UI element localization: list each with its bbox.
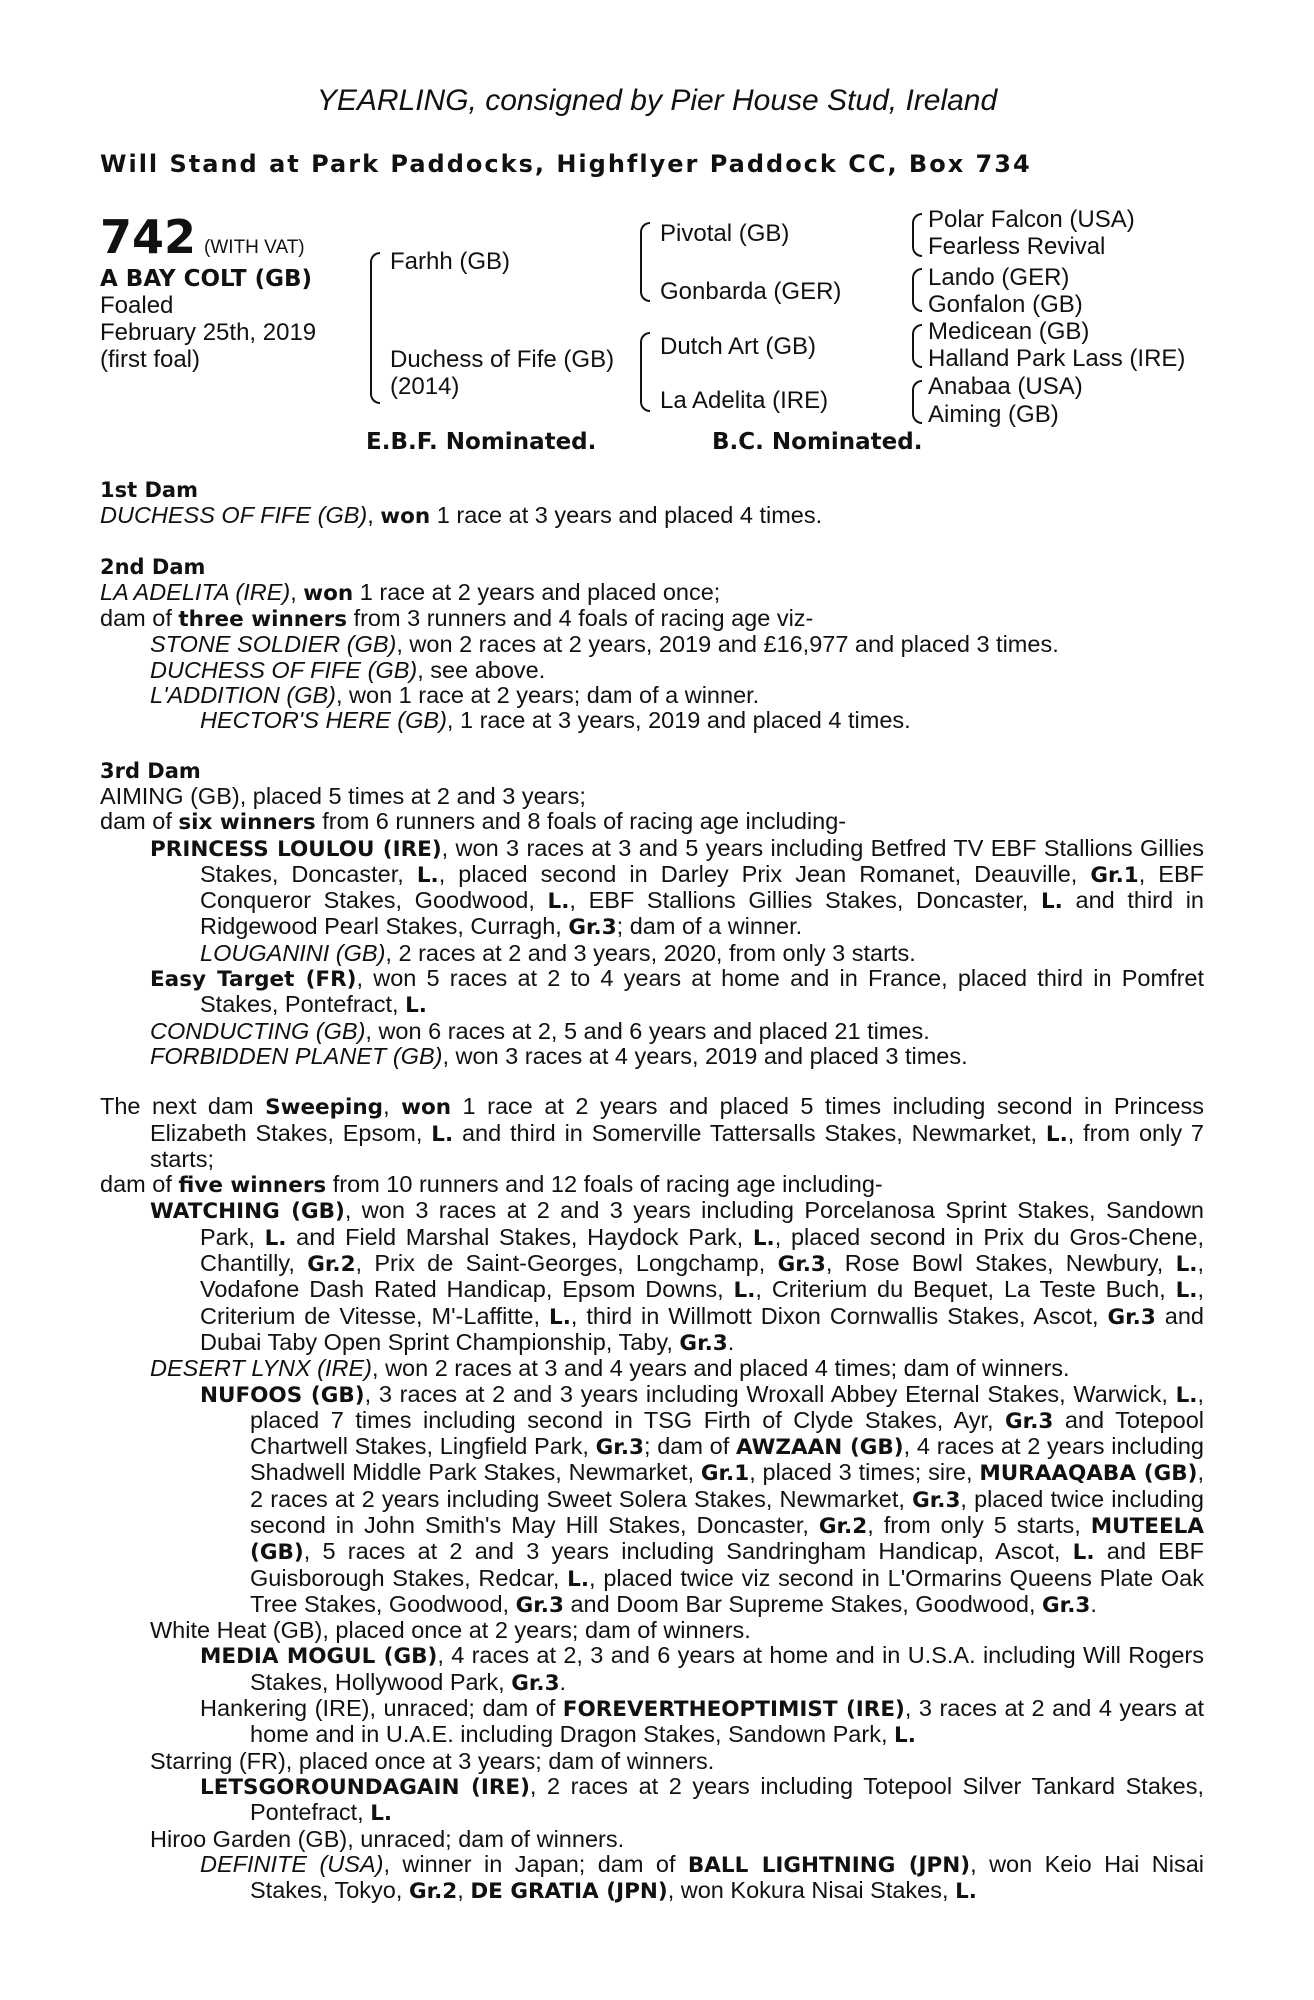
list-item: LOUGANINI (GB), 2 races at 2 and 3 years, 2020, from only 3 starts.: [200, 939, 916, 966]
vat-note: (WITH VAT): [204, 237, 305, 258]
list-item: Hiroo Garden (GB), unraced; dam of winners.: [150, 1825, 625, 1852]
lot-number-block: [100, 210, 305, 264]
pedigree-dsd: Halland Park Lass (IRE): [928, 345, 1186, 372]
foaled-date: February 25th, 2019: [100, 319, 317, 346]
pedigree-sdd: Gonfalon (GB): [928, 291, 1083, 318]
pedigree-brace-main: [370, 252, 380, 404]
list-item: White Heat (GB), placed once at 2 years; dam of winners.: [150, 1617, 751, 1644]
pedigree-dds: Anabaa (USA): [928, 373, 1083, 400]
pedigree-sire-sire: Pivotal (GB): [660, 220, 790, 247]
second-dam-heading: 2nd Dam: [100, 554, 206, 579]
first-dam-name: DUCHESS OF FIFE (GB): [100, 502, 368, 529]
pedigree-ddd: Aiming (GB): [928, 401, 1059, 428]
stand-location: Will Stand at Park Paddocks, Highflyer Paddock CC, Box 734: [100, 150, 1032, 178]
pedigree-dam: Duchess of Fife (GB): [390, 346, 615, 373]
page-title: YEARLING, consigned by Pier House Stud, Ireland: [316, 84, 998, 117]
pedigree-dss: Medicean (GB): [928, 318, 1090, 345]
foal-note: (first foal): [100, 346, 201, 373]
third-dam-heading: 3rd Dam: [100, 758, 201, 783]
pedigree-brace-dd: [912, 380, 922, 424]
list-item: DEFINITE (USA), winner in Japan; dam of BALL LIGHTNING (JPN), won Keio Hai Nisai Stakes, Tokyo, Gr.2, DE GRATIA (JPN), won Kokura Nisai Stakes, L.: [200, 1850, 1204, 1905]
list-item: NUFOOS (GB), 3 races at 2 and 3 years including Wroxall Abbey Eternal Stakes, Warwick, L., placed 7 times including second in TSG Firth of Clyde Stakes, Ayr, Gr.3 and Totepool Chartwell Stakes, Lingfield Park, Gr.3; dam of AWZAAN (GB), 4 races at 2 years including Shadwell Middle Park Stakes, Newmarket, Gr.1, placed 3 times; sire, MURAAQABA (GB), 2 races at 2 years including Sweet Solera Stakes, Newmarket, Gr.3, placed twice including second in John Smith's May Hill Stakes, Doncaster, Gr.2, from only 5 starts, MUTEELA (GB), 5 races at 2 and 3 years including Sandringham Handicap, Ascot, L. and EBF Guisborough Stakes, Redcar, L., placed twice viz second in L'Ormarins Queens Plate Oak Tree Stakes, Goodwood, Gr.3 and Doom Bar Supreme Stakes, Goodwood, Gr.3.: [200, 1380, 1205, 1618]
list-item: Hankering (IRE), unraced; dam of FOREVERTHEOPTIMIST (IRE), 3 races at 2 and 4 years at home and in U.A.E. including Dragon Stakes, Sandown Park, L.: [200, 1695, 1204, 1749]
first-dam-section: 1st Dam DUCHESS OF FIFE (GB), won 1 race at 3 years and placed 4 times.: [100, 478, 1204, 530]
pedigree-brace-ss: [912, 213, 922, 257]
list-item: LETSGOROUNDAGAIN (IRE), 2 races at 2 years including Totepool Silver Tankard Stakes, Pontefract, L.: [200, 1772, 1204, 1827]
list-item: Starring (FR), placed once at 3 years; dam of winners.: [150, 1747, 715, 1774]
pedigree-brace-sd: [912, 268, 922, 312]
first-dam-heading: 1st Dam: [100, 478, 198, 502]
list-item: MEDIA MOGUL (GB), 4 races at 2, 3 and 6 years at home and in U.S.A. including Will Rogers Stakes, Hollywood Park, Gr.3.: [200, 1642, 1205, 1696]
bc-nominated: B.C. Nominated.: [712, 429, 923, 455]
list-item: WATCHING (GB), won 3 races at 2 and 3 years including Porcelanosa Sprint Stakes, Sandown Park, L. and Field Marshal Stakes, Haydock Park, L., placed second in Prix du Gros-Chene, Chantilly, Gr.2, Prix de Saint-Georges, Longchamp, Gr.3, Rose Bowl Stakes, Newbury, L., Vodafone Dash Rated Handicap, Epsom Downs, L., Criterium du Bequet, La Teste Buch, L., Criterium de Vitesse, M'-Laffitte, L., third in Willmott Dixon Cornwallis Stakes, Ascot, Gr.3 and Dubai Taby Open Sprint Championship, Taby, Gr.3.: [150, 1197, 1205, 1356]
list-item: FORBIDDEN PLANET (GB), won 3 races at 4 years, 2019 and placed 3 times.: [150, 1042, 968, 1069]
pedigree-sss: Polar Falcon (USA): [928, 206, 1135, 233]
list-item: STONE SOLDIER (GB), won 2 races at 2 years, 2019 and £16,977 and placed 3 times.: [150, 631, 1059, 658]
list-item: DESERT LYNX (IRE), won 2 races at 3 and 4 years and placed 4 times; dam of winners.: [150, 1355, 1070, 1382]
pedigree-brace-sire: [640, 222, 650, 302]
pedigree-dam-sire: Dutch Art (GB): [660, 333, 817, 360]
list-item: DUCHESS OF FIFE (GB), see above.: [150, 656, 546, 683]
lot-name: A BAY COLT (GB): [100, 266, 313, 292]
pedigree-brace-ds: [912, 324, 922, 368]
pedigree-ssd: Fearless Revival: [928, 233, 1106, 260]
catalogue-body: [100, 478, 1204, 1929]
list-item: CONDUCTING (GB), won 6 races at 2, 5 and 6 years and placed 21 times.: [150, 1017, 930, 1044]
ebf-nominated: E.B.F. Nominated.: [366, 429, 597, 455]
pedigree-dam-dam: La Adelita (IRE): [660, 387, 829, 414]
pedigree-dam-year: (2014): [390, 373, 460, 400]
pedigree-sire: Farhh (GB): [390, 248, 511, 275]
list-item: HECTOR'S HERE (GB), 1 race at 3 years, 2019 and placed 4 times.: [200, 707, 911, 734]
pedigree-sire-dam: Gonbarda (GER): [660, 278, 842, 305]
second-dam-name: LA ADELITA (IRE): [100, 578, 291, 605]
list-item: Easy Target (FR), won 5 races at 2 to 4 years at home and in France, placed third in Pomfret Stakes, Pontefract, L.: [150, 965, 1204, 1019]
pedigree-sds: Lando (GER): [928, 264, 1070, 291]
third-dam-section: 3rd Dam AIMING (GB), placed 5 times at 2 and 3 years; dam of six winners from 6 runners and 8 foals of racing age including- PRINCESS LOULOU (IRE), won 3 races at 3 and 5 years including Betfred TV EBF Stallions Gillies Stakes, Doncaster, L., placed second in Darley Prix Jean Romanet, Deauville, Gr.1, EBF Conqueror Stakes, Goodwood, L., EBF Stallions Gillies Stakes, Doncaster, L. and third in Ridgewood Pearl Stakes, Curragh, Gr.3; dam of a winner. LOUGANINI (GB), 2 races at 2 and 3 years, 2020, from only 3 starts. Easy Target (FR), won 5 races at 2 to 4 years at home and in France, placed third in Pomfret Stakes, Pontefract, L. CONDUCTING (GB), won 6 races at 2, 5 and 6 years and placed 21 times. FORBIDDEN PLANET (GB), won 3 races at 4 years, 2019 and placed 3 times.: [100, 758, 1204, 1069]
second-dam-section: 2nd Dam LA ADELITA (IRE), won 1 race at 2 years and placed once; dam of three winners from 3 runners and 4 foals of racing age viz- STONE SOLDIER (GB), won 2 races at 2 years, 2019 and £16,977 and placed 3 times. DUCHESS OF FIFE (GB), see above. L'ADDITION (GB), won 1 race at 2 years; dam of a winner. HECTOR'S HERE (GB), 1 race at 3 years, 2019 and placed 4 times.: [100, 555, 1204, 734]
foaled-label: Foaled: [100, 292, 174, 319]
pedigree-brace-dam: [640, 332, 650, 412]
list-item: L'ADDITION (GB), won 1 race at 2 years; dam of a winner.: [150, 682, 760, 709]
next-dam-section: The next dam Sweeping, won 1 race at 2 years and placed 5 times including second in Princess Elizabeth Stakes, Epsom, L. and third in Somerville Tattersalls Stakes, Newmarket, L., from only 7 starts; dam of five winners from 10 runners and 12 foals of racing age including- WATCHING (GB), won 3 races at 2 and 3 years including Porcelanosa Sprint Stakes, Sandown Park, L. and Field Marshal Stakes, Haydock Park, L., placed second in Prix du Gros-Chene, Chantilly, Gr.2, Prix de Saint-Georges, Longchamp, Gr.3, Rose Bowl Stakes, Newbury, L., Vodafone Dash Rated Handicap, Epsom Downs, L., Criterium du Bequet, La Teste Buch, L., Criterium de Vitesse, M'-Laffitte, L., third in Willmott Dixon Cornwallis Stakes, Ascot, Gr.3 and Dubai Taby Open Sprint Championship, Taby, Gr.3. DESERT LYNX (IRE), won 2 races at 3 and 4 years and placed 4 times; dam of winners. NUFOOS (GB), 3 races at 2 and 3 years including Wroxall Abbey Eternal Stakes, Warwick, L., placed 7 times including second in TSG Firth of Clyde Stakes, Ayr, Gr.3 and Totepool Chartwell Stakes, Lingfield Park, Gr.3; dam of AWZAAN (GB), 4 races at 2 years including Shadwell Middle Park Stakes, Newmarket, Gr.1, placed 3 times; sire, MURAAQABA (GB), 2 races at 2 years including Sweet Solera Stakes, Newmarket, Gr.3, placed twice including second in John Smith's May Hill Stakes, Doncaster, Gr.2, from only 5 starts, MUTEELA (GB), 5 races at 2 and 3 years including Sandringham Handicap, Ascot, L. and EBF Guisborough Stakes, Redcar, L., placed twice viz second in L'Ormarins Queens Plate Oak Tree Stakes, Goodwood, Gr.3 and Doom Bar Supreme Stakes, Goodwood, Gr.3. White Heat (GB), placed once at 2 years; dam of winners. MEDIA MOGUL (GB), 4 races at 2, 3 and 6 years at home and in U.S.A. including Will Rogers Stakes, Hollywood Park, Gr.3. Hankering (IRE), unraced; dam of FOREVERTHEOPTIMIST (IRE), 3 races at 2 and 4 years at home and in U.A.E. including Dragon Stakes, Sandown Park, L. Starring (FR), placed once at 3 years; dam of winners. LETSGOROUNDAGAIN (IRE), 2 races at 2 years including Totepool Silver Tankard Stakes, Pontefract, L. Hiroo Garden (GB), unraced; dam of winners. DEFINITE (USA), winner in Japan; dam of BALL LIGHTNING (JPN), won Keio Hai Nisai Stakes, Tokyo, Gr.2, DE GRATIA (JPN), won Kokura Nisai Stakes, L.: [100, 1093, 1205, 1905]
list-item: PRINCESS LOULOU (IRE), won 3 races at 3 and 5 years including Betfred TV EBF Stallions Gillies Stakes, Doncaster, L., placed second in Darley Prix Jean Romanet, Deauville, Gr.1, EBF Conqueror Stakes, Goodwood, L., EBF Stallions Gillies Stakes, Doncaster, L. and third in Ridgewood Pearl Stakes, Curragh, Gr.3; dam of a winner.: [150, 834, 1204, 941]
lot-number: 742: [100, 210, 197, 264]
